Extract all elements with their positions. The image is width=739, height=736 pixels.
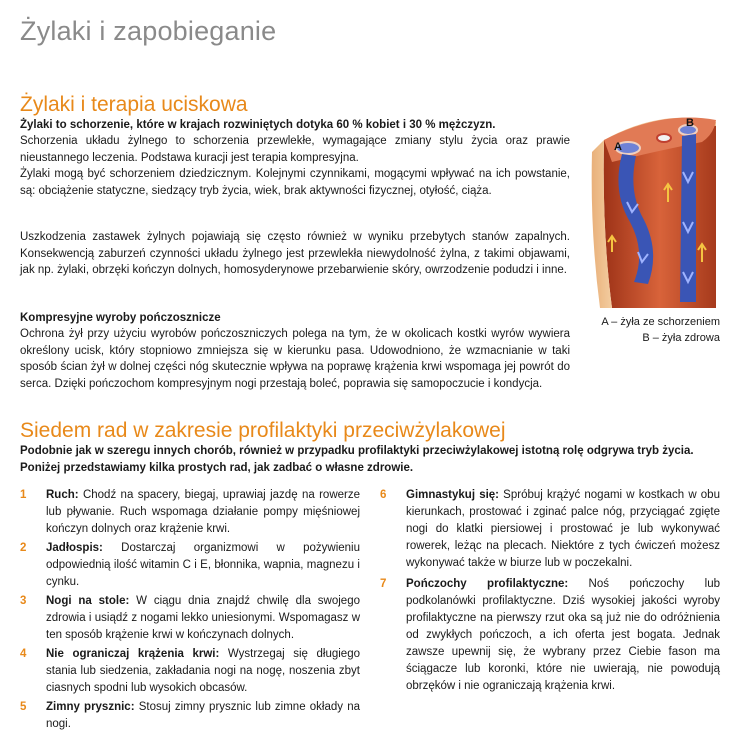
tip-item xyxy=(20,646,360,697)
paragraph-hereditary: Żylaki mogą być schorzeniem dziedzicznym. Kolejnymi czynnikami, mogącymi wpływać na ich powstanie, są: obciążenie statyczne, siedzący tryb życia, wiek, brak aktywności fizycznej, otyłość, ciąża. xyxy=(20,168,570,197)
paragraph-valves: Uszkodzenia zastawek żylnych pojawiają się często również w wyniku przebytych stanów zapalnych. Konsekwencją zaburzeń czynności układu żylnego jest przewlekła niewydolność żylna, z takimi objawami, jak np. żylaki, obrzęki kończyn dolnych, homosyderynowe przebarwienie skóry, owrzodzenie podudzi i inne. xyxy=(20,231,570,276)
vein-cross-section-illustration xyxy=(582,112,722,312)
tip-label: Ruch: xyxy=(46,489,79,501)
tip-number: 3 xyxy=(20,595,27,607)
tips-column-left xyxy=(20,487,360,733)
tip-text: Stosuj zimny prysznic lub zimne okłady na nogi. xyxy=(46,701,360,730)
tip-text: W ciągu dnia znajdź chwilę dla swojego zdrowia i usiądź z nogami lekko uniesionymi. Wspomagasz w ten sposób krążenie krwi w kończynach dolnych. xyxy=(46,595,360,641)
section-title-tips: Siedem rad w zakresie profilaktyki przeciwżylakowej xyxy=(20,419,506,442)
tip-label: Gimnastykuj się: xyxy=(406,489,500,501)
tips-lead: Podobnie jak w szeregu innych chorób, również w przypadku profilaktyki przeciwżylakowej istotną rolę odgrywa tryb życia. Poniżej przedstawiamy kilka prostych rad, jak zadbać o własne zdrowie. xyxy=(20,445,694,474)
tip-number: 2 xyxy=(20,542,27,554)
tip-item xyxy=(380,576,720,695)
intro-paragraph xyxy=(20,133,570,199)
subheading-compression: Kompresyjne wyroby pończosznicze xyxy=(20,312,221,324)
tip-number: 5 xyxy=(20,701,27,713)
figure-label-a: A xyxy=(614,141,622,153)
figure-label-b: B xyxy=(686,117,694,129)
tip-number: 6 xyxy=(380,489,387,501)
tip-item xyxy=(20,487,360,538)
tip-item xyxy=(380,487,720,572)
tip-text: Chodź na spacery, biegaj, uprawiaj jazdę na rowerze lub pływanie. Ruch wspomaga działanie pompy mięśniowej kończyn dolnych oraz krążenie krwi. xyxy=(46,489,360,535)
tip-label: Nogi na stole: xyxy=(46,595,130,607)
caption-b: B – żyła zdrowa xyxy=(642,332,720,344)
tip-text: Dostarczaj organizmowi w pożywieniu odpowiednią ilość witamin C i E, błonnika, wapnia, magnezu i cynku. xyxy=(46,542,360,588)
tip-number: 1 xyxy=(20,489,27,501)
tip-item xyxy=(20,540,360,591)
tip-label: Zimny prysznic: xyxy=(46,701,135,713)
tip-label: Jadłospis: xyxy=(46,542,103,554)
section-lead: Żylaki to schorzenie, które w krajach rozwiniętych dotyka 60 % kobiet i 30 % mężczyzn. xyxy=(20,119,496,131)
section-title-compression: Żylaki i terapia uciskowa xyxy=(20,93,248,116)
page-title: Żylaki i zapobieganie xyxy=(20,16,277,46)
tip-number: 7 xyxy=(380,578,387,590)
tip-text: Noś pończochy lub podkolanówki profilaktyczne. Dziś wysokiej jakości wyroby profilaktyczne na pierwszy rzut oka są już nie do odróżnienia od zwykłych pończoch, a ich oferta jest bogata. Jednak zawsze upewnij się, że wybrany przez Ciebie fason ma ściągacze lub koronki, które nie uwierają, nie powodują obrzęków i nie ograniczają krążenia krwi. xyxy=(406,578,720,692)
tip-text: Wystrzegaj się długiego stania lub siedzenia, zakładania nogi na nogę, noszenia zbyt ciasnych spodni lub wysokich obcasów. xyxy=(46,648,360,694)
tips-column-right xyxy=(380,487,720,695)
tip-item xyxy=(20,699,360,733)
tip-label: Pończochy profilaktyczne: xyxy=(406,578,569,590)
caption-a: A – żyła ze schorzeniem xyxy=(601,316,720,328)
tip-label: Nie ograniczaj krążenia krwi: xyxy=(46,648,220,660)
tip-text: Spróbuj krążyć nogami w kostkach w obu kierunkach, prostować i zginać palce nóg, przyciągać zgięte nogi do klatki piersiowej i prostować je lub wykonywać rowerek, leżąc na plecach. Niektóre z tych ćwiczeń możesz wykonywać także w biurze lub w poczekalni. xyxy=(406,489,720,569)
paragraph-compression: Ochrona żył przy użyciu wyrobów pończoszniczych polega na tym, że w okolicach kostki wyrów wywiera określony ucisk, który stopniowo zmniejsza się w kierunku pasa. Udowodniono, że wzmacnianie w taki sposób ścian żył w dolnej części nóg skutecznie wpływa na poprawę krążenia krwi wspomaga jej powrót do serca. Dzięki pończochom kompresyjnym nogi przestają boleć, poprawia się samopoczucie i kondycja. xyxy=(20,328,570,390)
paragraph-chronic: Schorzenia układu żylnego to schorzenia przewlekłe, wymagające zmiany stylu życia oraz prawie nieustannego leczenia. Podstawa kuracji jest terapia kompresyjna. xyxy=(20,135,570,164)
tip-item xyxy=(20,593,360,644)
figure-caption xyxy=(560,314,720,346)
tip-number: 4 xyxy=(20,648,27,660)
